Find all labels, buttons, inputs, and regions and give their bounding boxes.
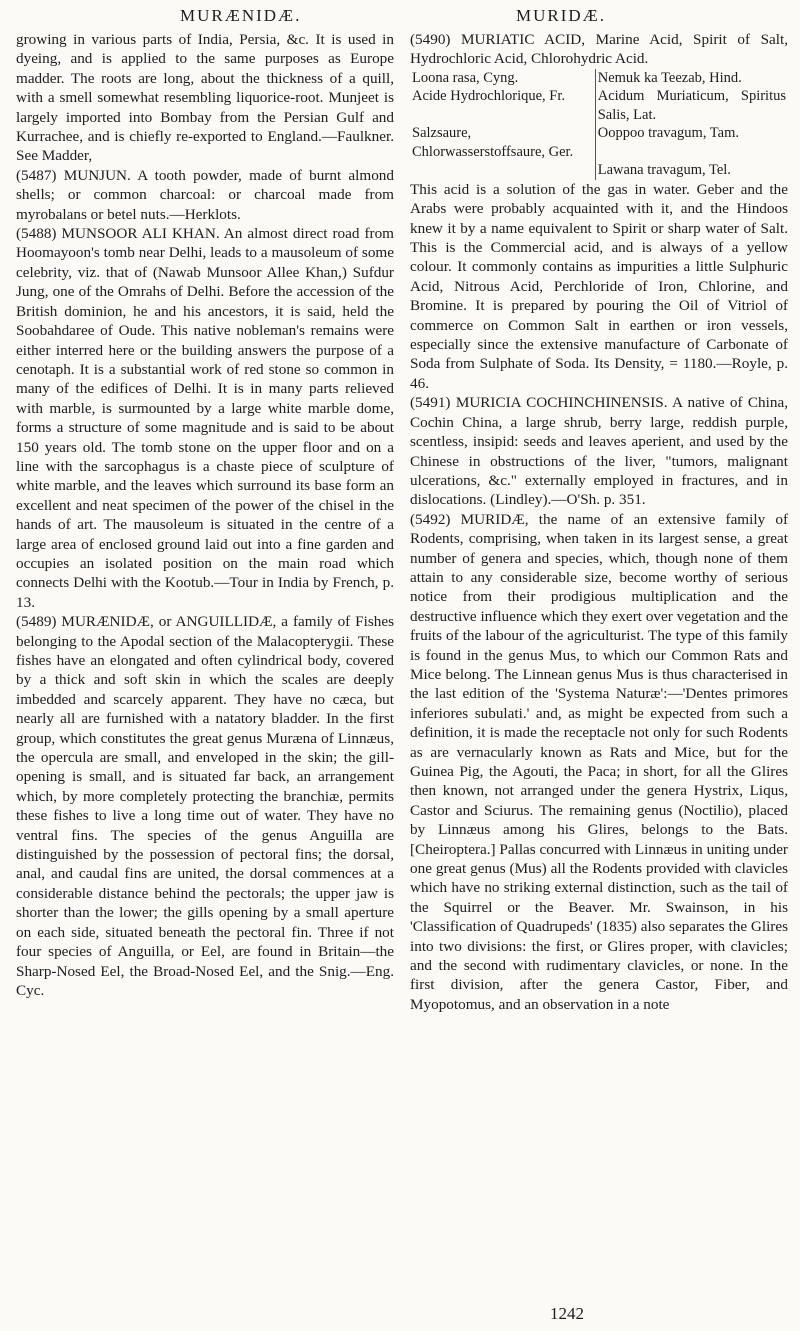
left-column [16, 30, 394, 1000]
paragraph-munjeet-cont: growing in various parts of India, Persia, &c. It is used in dyeing, and is applied to the same purposes as Europe madder. The roots are long, about the thickness of a quill, with a smell somewhat resembling liquorice-root. Munjeet is largely imported into Bombay from the Persian Gulf and Kurrachee, and is chiefly re-exported to England.—Faulkner. See Madder, [16, 31, 394, 165]
right-column [410, 30, 788, 1014]
entry-5490-body: This acid is a solution of the gas in water. Geber and the Arabs were probably acquainted with it, and the Hindoos knew it by a name equivalent to Spirit or sharp water of Salt. This is the Commercial acid, and is always of a yellow colour. It commonly contains as impurities a little Sulphuric Acid, Nitrous Acid, Perchloride of Iron, Chlorine, and Bromine. It is prepared by pouring the Oil of Vitriol of commerce on Common Salt in earthen or iron vessels, especially since the extensive manufacture of Carbonate of Soda from Sulphate of Soda. Its Density, = 1180.—Royle, p. 46. [410, 180, 788, 392]
synonym-right: Acidum Muriaticum, Spiritus Salis, Lat. [597, 88, 786, 123]
page-number: 1242 [550, 1304, 584, 1323]
synonym-row [410, 161, 788, 180]
entry-5492-muridae: (5492) MURIDÆ, the name of an extensive family of Rodents, comprising, when taken in its largest sense, a great number of genera and species, which, though none of them attain to any considerable size, become worthy of serious notice from their prodigious multiplication and the destructive influence which they exert over vegetation and the fruits of the labour of the agriculturist. The type of this family is found in the genus Mus, to which our Common Rats and Mice belong. The Linnean genus Mus is thus characterised in the last edition of the 'Systema Naturæ':—'Dentes primores inferiores subulati.' and, as might be expected from such a definition, it is made the receptacle not only for such Rodents as are vernacularly known as Rats and Mice, but for the Guinea Pig, the Agouti, the Paca; in short, for all the Glires then known, not arranged under the genera Hystrix, Liqus, Castor and Sciurus. The remaining genus (Noctilio), placed by Linnæus among his Glires, belongs to the Bats. [Cheiroptera.] Pallas concurred with Linnæus in uniting under one great genus (Mus) all the Rodents provided with clavicles which have no striking external distinction, such as the tail of the Squirrel or the Beaver. Mr. Swainson, in his 'Classification of Quadrupeds' (1835) also separates the Glires into two divisions: the first, or Glires proper, with clavicles; and the second with rudimentary clavicles, or none. In the first division, after the genera Castor, Fiber, and Myopotomus, and an observation in a note [410, 510, 788, 1013]
entry-5489-muraenidae: (5489) MURÆNIDÆ, or ANGUILLIDÆ, a family of Fishes belonging to the Apodal section of the Malacopterygii. These fishes have an elongated and often cylindrical body, covered by a thick and soft skin in which the scales are deeply imbedded and scarcely apparent. They have no cæca, but nearly all are furnished with a natatory bladder. In the first group, which constitutes the great genus Muræna of Linnæus, the opercula are small, and enveloped in the skin; the gill-opening is small, and is situated far back, an arrangement which, by more completely protecting the branchiæ, permits these fishes to live a long time out of water. They have no ventral fins. The species of the genus Anguilla are distinguished by the possession of pectoral fins; the dorsal, anal, and caudal fins are united, the dorsal commences at a considerable distance behind the pectorals; the upper jaw is shorter than the lower; the gills opening by a small aperture on each side, situated beneath the pectoral fin. Three if not four species of Anguilla, or Eel, are found in Britain—the Sharp-Nosed Eel, the Broad-Nosed Eel, and the Snig.—Eng. Cyc. [16, 613, 394, 999]
synonym-right: Nemuk ka Teezab, Hind. [597, 69, 742, 86]
entry-5491-muricia: (5491) MURICIA COCHINCHINENSIS. A native of China, Cochin China, a large shrub, berry large, reddish purple, scentless, insipid: seeds and leaves aperient, and used by the Chinese in obstructions of the liver, "tumors, malignant ulcerations, &c." externally employed in fractures, and in dislocations. (Lindley).—O'Sh. p. 351. [410, 394, 788, 509]
synonym-row [410, 69, 788, 88]
entry-5487-munjun: (5487) MUNJUN. A tooth powder, made of burnt almond shells; or common charcoal: or charcoal made from myrobalans or betel nuts.—Herklots. [16, 166, 394, 223]
synonym-left [410, 161, 595, 180]
running-head-right: MURIDÆ. [516, 6, 607, 25]
entry-5490-head: (5490) MURIATIC ACID, Marine Acid, Spirit of Salt, Hydrochloric Acid, Chlorohydric Acid. [410, 31, 788, 68]
synonym-left: Salzsaure, Chlorwasserstoffsaure, Ger. [410, 124, 595, 161]
synonym-right: Lawana travagum, Tel. [597, 162, 731, 179]
synonym-right: Ooppoo travagum, Tam. [597, 125, 739, 142]
synonyms-table [410, 69, 788, 180]
running-head-left: MURÆNIDÆ. [180, 6, 302, 25]
entry-5488-munsoor-ali-khan: (5488) MUNSOOR ALI KHAN. An almost direct road from Hoomayoon's tomb near Delhi, leads to a mausoleum of some celebrity, viz. that of (Nawab Munsoor Allee Khan,) Sufdur Jung, one of the Omrahs of Delhi. Before the accession of the British dominion, he and his ancestors, it is said, held the Soobahdaree of Oude. This native nobleman's remains were either interred here or the building answers the purpose of a cenotaph. It is a substantial work of red stone so common in many of the edifices of Delhi. It is in many parts relieved with marble, is surmounted by a large white marble dome, forms a structure of some magnitude and is said to be about 150 years old. The tomb stone on the upper floor and on a line with the sarcophagus is a chaste piece of sculpture of white marble, and the leaves which surround its base form an excellent and neat specimen of the power of the chisel in the hands of art. The mausoleum is situated in the centre of a large area of enclosed ground laid out into a fine garden and occupies an isolated position on the main road which connects Delhi with the Kootub.—Tour in India by French, p. 13. [16, 225, 394, 611]
synonym-left: Loona rasa, Cyng. [410, 69, 595, 88]
synonym-left: Acide Hydrochlorique, Fr. [410, 87, 595, 124]
synonym-row [410, 124, 788, 161]
synonym-row [410, 87, 788, 124]
